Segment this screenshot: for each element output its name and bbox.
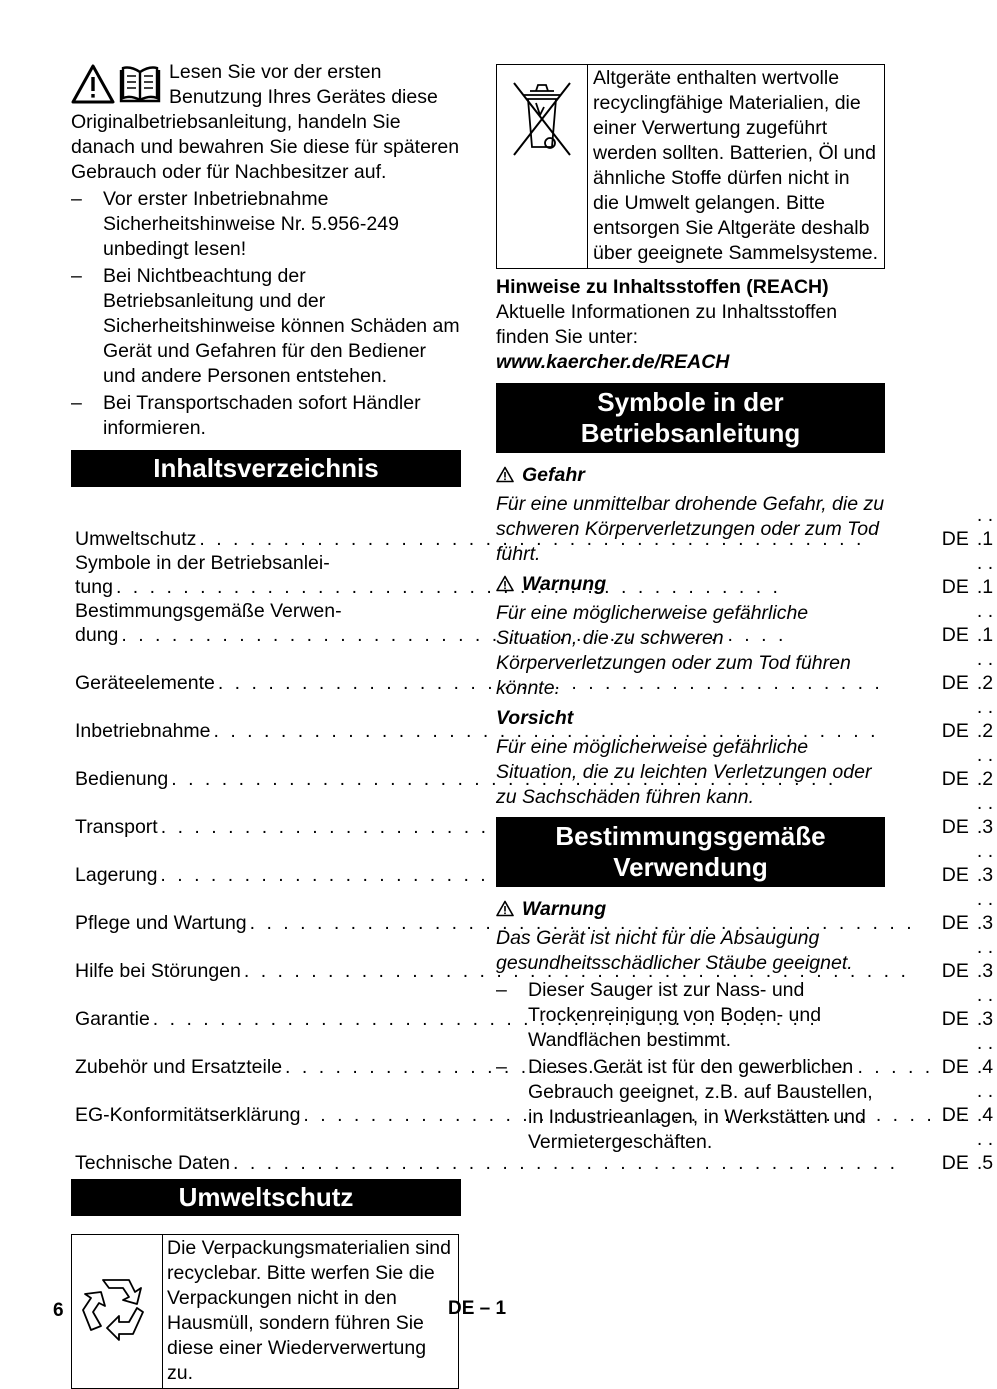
vorsicht-label: Vorsicht: [496, 707, 574, 729]
symbole-heading: Symbole in der Betriebsanleitung: [496, 383, 885, 453]
toc-entry-page: . . .3: [976, 984, 994, 1030]
list-item: – Bei Nichtbeachtung der Betriebsanleitung und der Sicherheitshinweise können Schäden am Gerät und Gefahren für den Bediener und andere Personen entstehen.: [71, 264, 461, 389]
toc-entry-label: Technische Daten: [75, 1152, 231, 1174]
intro-bullet-list: [71, 187, 461, 441]
recycle-icon: [79, 1270, 155, 1346]
toc-heading: Inhaltsverzeichnis: [71, 450, 461, 487]
toc-entry-label: Pflege und Wartung: [75, 912, 247, 934]
bestimmung-heading: Bestimmungsgemäße Verwendung: [496, 817, 885, 887]
toc-entry-page: . . .5: [976, 1128, 994, 1174]
crossed-out-bin-icon: [510, 79, 574, 159]
page-number: 6: [53, 1300, 64, 1321]
warning-triangle-icon: [496, 466, 514, 483]
section-page-indicator: DE – 1: [448, 1298, 507, 1319]
warning-triangle-icon: [496, 900, 514, 917]
reach-text: Aktuelle Informationen zu Inhaltsstoffen finden Sie unter:: [496, 301, 838, 348]
warning-triangle-icon: [496, 575, 514, 592]
toc-entry-lang: DE: [941, 576, 969, 598]
toc-entry-label: Umweltschutz: [75, 528, 197, 550]
toc-entry-title-line1: Bestimmungsgemäße Verwen-: [75, 600, 342, 622]
toc-entry-label: Lagerung: [75, 864, 158, 886]
toc-entry-label: Geräteelemente: [75, 672, 215, 694]
toc-entry-lang: DE: [941, 912, 969, 934]
toc-entry-page: . . .1: [976, 600, 994, 646]
toc-entry-label: Inbetriebnahme: [75, 720, 211, 742]
toc-entry-page: . . .2: [976, 648, 994, 694]
toc-entry-lang: DE: [941, 528, 969, 550]
warning-triangle-icon: [71, 62, 163, 106]
intro-icons: [71, 62, 163, 108]
gefahr-label-line: [496, 463, 885, 488]
toc-entry-page: . . .3: [976, 792, 994, 838]
bin-icon-cell: [497, 65, 588, 269]
gefahr-text: Für eine unmittelbar drohende Gefahr, die zu schweren Körperverletzungen oder zum Tod führt.: [496, 493, 885, 565]
umweltschutz-heading: Umweltschutz: [71, 1179, 461, 1216]
reach-heading: Hinweise zu Inhaltsstoffen (REACH): [496, 276, 829, 298]
toc-entry-lang: DE: [941, 816, 969, 838]
toc-entry-page: . . .3: [976, 888, 994, 934]
warnung-label: Warnung: [522, 573, 607, 595]
toc-entry-page: . . .2: [976, 696, 994, 742]
intro-block: [71, 60, 461, 185]
disposal-notice-box: [496, 64, 885, 269]
toc-entry-lang: DE: [941, 768, 969, 790]
toc-entry-label: Garantie: [75, 1008, 150, 1030]
toc-entry-label: tung: [75, 576, 113, 598]
bestimmung-warnung-label: Warnung: [522, 898, 607, 920]
toc-entry-page: . . .2: [976, 744, 994, 790]
toc-entry-lang: DE: [941, 624, 969, 646]
toc-entry-label: Bedienung: [75, 768, 169, 790]
gefahr-label: Gefahr: [522, 464, 585, 486]
toc-entry-label: Zubehör und Ersatzteile: [75, 1056, 283, 1078]
toc-entry-page: . . .3: [976, 840, 994, 886]
toc-entry-label: dung: [75, 624, 119, 646]
toc-entry-lang: DE: [941, 864, 969, 886]
intro-text: Lesen Sie vor der ersten Benutzung Ihres Gerätes diese Originalbetriebsanleitung, handeln Sie danach und bewahren Sie diese für späteren Gebrauch oder für Nachbesitzer auf.: [71, 61, 460, 183]
list-item: – Bei Transportschaden sofort Händler informieren.: [71, 391, 461, 441]
warnung-text: Für eine möglicherweise gefährliche Situation, die zu schweren Körperverletzungen oder zum Tod führen könnte.: [496, 602, 851, 699]
toc-entry-page: . . .1: [976, 504, 994, 550]
vorsicht-text: Für eine möglicherweise gefährliche Situation, die zu leichten Verletzungen oder zu Sachschäden führen kann.: [496, 736, 872, 808]
disposal-notice-text: Altgeräte enthalten wertvolle recyclingfähige Materialien, die einer Verwertung zugeführt werden sollten. Batterien, Öl und ähnliche Stoffe dürfen nicht in die Umwelt gelangen. Bitte entsorgen Sie Altgeräte deshalb über geeignete Sammelsysteme.: [588, 65, 885, 269]
list-item: – Dieser Sauger ist zur Nass- und Trockenreinigung von Boden- und Wandflächen bestimmt.: [496, 978, 885, 1053]
toc-entry-page: . . .3: [976, 936, 994, 982]
bestimmung-warnung-text: Das Gerät ist nicht für die Absaugung gesundheitsschädlicher Stäube geeignet.: [496, 927, 853, 974]
warnung-label-line: [496, 572, 885, 597]
list-item: – Vor erster Inbetriebnahme Sicherheitshinweise Nr. 5.956-249 unbedingt lesen!: [71, 187, 461, 262]
toc-entry-lang: DE: [941, 960, 969, 982]
recycle-icon-cell: [72, 1235, 163, 1389]
bestimmung-bullet-list: [496, 978, 885, 1155]
toc-entry-lang: DE: [941, 720, 969, 742]
toc-entry-lang: DE: [941, 1008, 969, 1030]
right-column: [496, 64, 885, 1155]
list-item: – Dieses Gerät ist für den gewerblichen Gebrauch geeignet, z.B. auf Baustellen, in Industrieanlagen, in Werkstätten und Vermietergeschäften.: [496, 1055, 885, 1155]
reach-link[interactable]: www.kaercher.de/REACH: [496, 351, 730, 373]
toc-entry-lang: DE: [941, 1056, 969, 1078]
recycle-notice-box: [71, 1234, 459, 1389]
toc-entry-label: Transport: [75, 816, 158, 838]
manual-book-icon: [121, 68, 159, 102]
toc-entry-page: . . .1: [976, 552, 994, 598]
toc-entry-lang: DE: [941, 1152, 969, 1174]
bestimmung-warnung-label-line: [496, 897, 885, 922]
recycle-notice-text: Die Verpackungsmaterialien sind recyclebar. Bitte werfen Sie die Verpackungen nicht in den Hausmüll, sondern führen Sie diese einer Wiederverwertung zu.: [163, 1235, 459, 1389]
toc-entry-title-line1: Symbole in der Betriebsanlei-: [75, 552, 330, 574]
toc-entry-page: . . .4: [976, 1032, 994, 1078]
toc-entry-label: Hilfe bei Störungen: [75, 960, 241, 982]
toc-entry-lang: DE: [941, 1104, 969, 1126]
toc-entry-lang: DE: [941, 672, 969, 694]
toc-entry-page: . . .4: [976, 1080, 994, 1126]
toc-entry-label: EG-Konformitätserklärung: [75, 1104, 301, 1126]
